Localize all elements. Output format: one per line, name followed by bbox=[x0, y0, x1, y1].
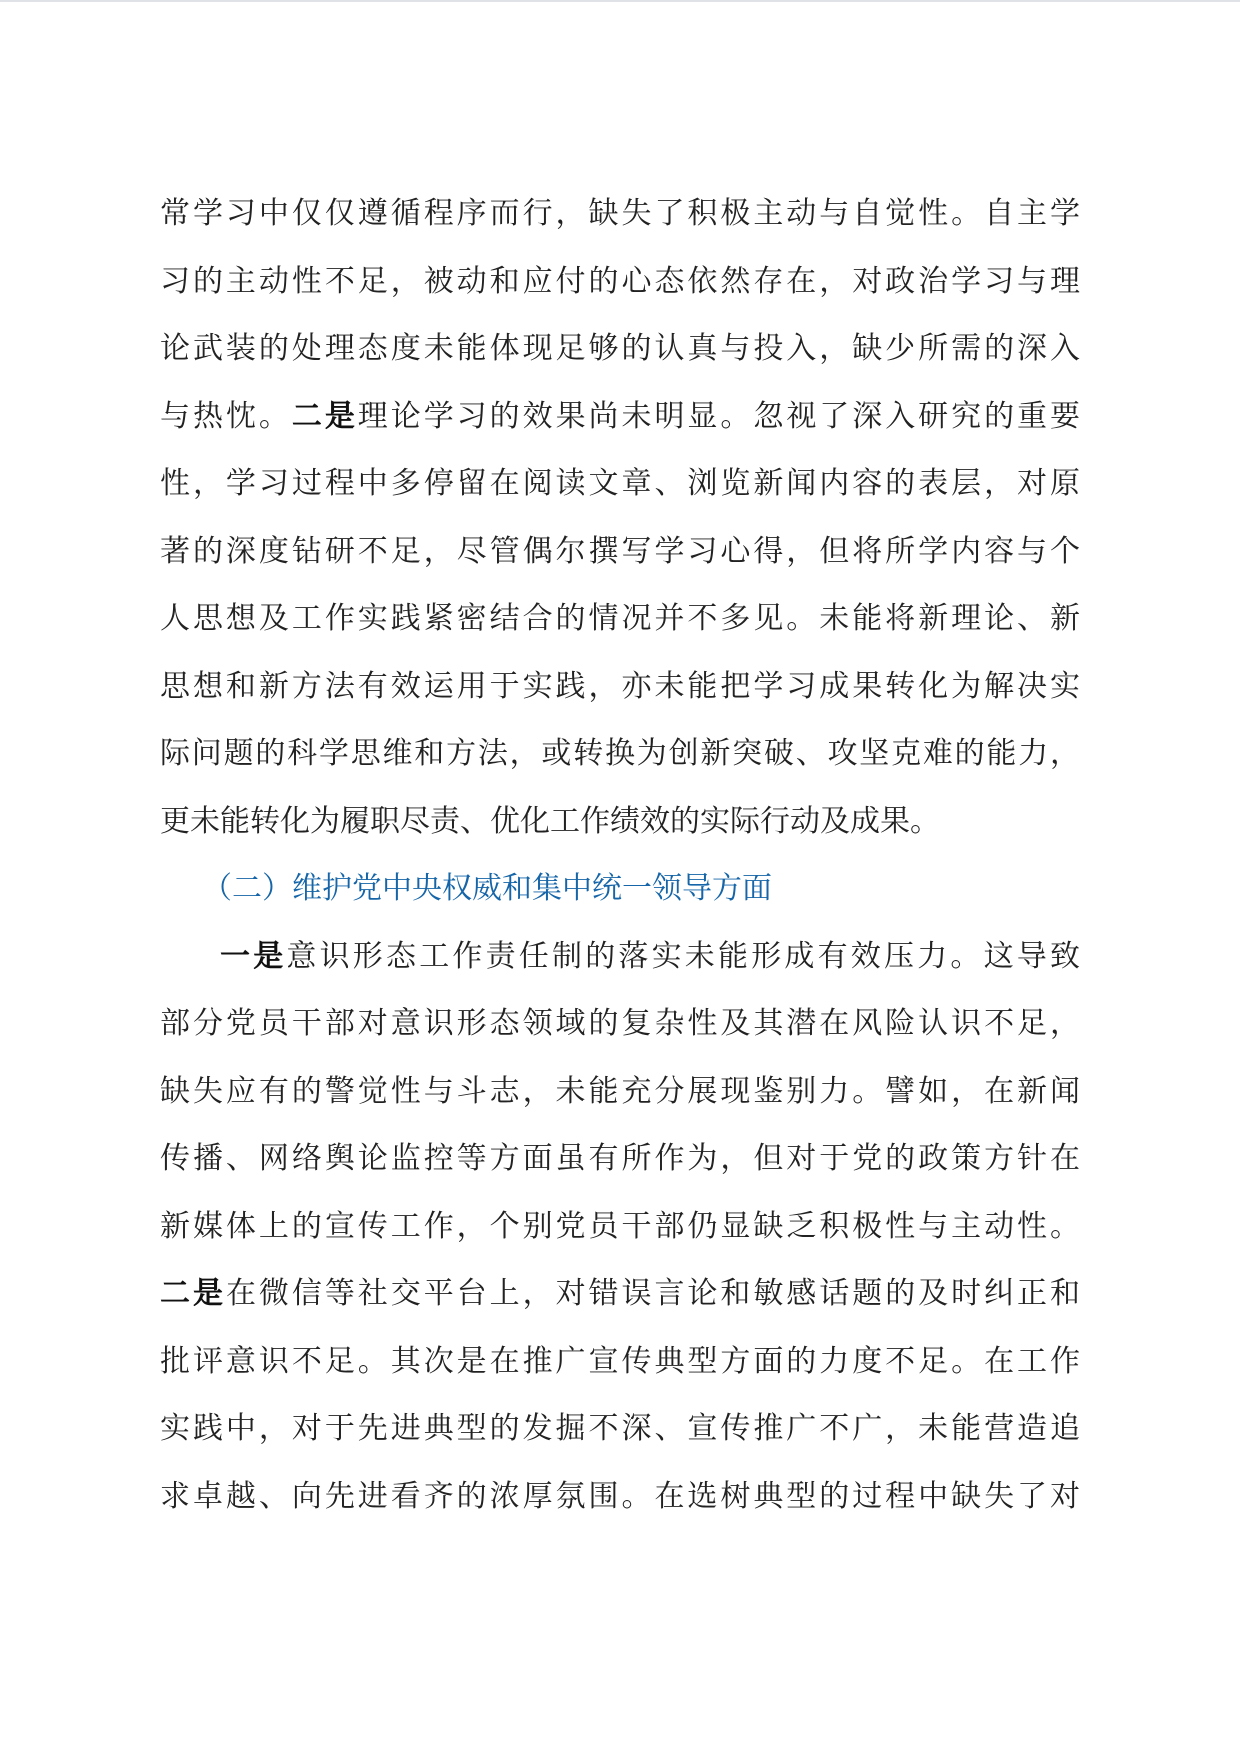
text-line: 性，学习过程中多停留在阅读文章、浏览新闻内容的表层，对原 bbox=[160, 466, 1080, 501]
point-marker-2: 二是 bbox=[160, 1276, 226, 1311]
text-line: 求卓越、向先进看齐的浓厚氛围。在选树典型的过程中缺失了对 bbox=[160, 1478, 1080, 1514]
text-line: 常学习中仅仅遵循程序而行，缺失了积极主动与自觉性。自主学 bbox=[160, 196, 1080, 231]
text-fragment: 意识形态工作责任制的落实未能形成有效压力。这导致 bbox=[286, 938, 1081, 974]
paragraph-social-platforms bbox=[160, 1260, 1080, 1530]
text-line: 人思想及工作实践紧密结合的情况并不多见。未能将新理论、新 bbox=[160, 601, 1080, 636]
paragraph-ideology-responsibility bbox=[160, 923, 1080, 1261]
text-line: 传播、网络舆论监控等方面虽有所作为，但对于党的政策方针在 bbox=[160, 1141, 1080, 1176]
point-marker-1: 一是 bbox=[220, 938, 287, 974]
text-line: 缺失应有的警觉性与斗志，未能充分展现鉴别力。譬如，在新闻 bbox=[160, 1073, 1080, 1109]
text-line: 著的深度钻研不足，尽管偶尔撰写学习心得，但将所学内容与个 bbox=[160, 533, 1080, 569]
section-heading: （二）维护党中央权威和集中统一领导方面 bbox=[202, 871, 772, 906]
text-fragment: 与热忱。 bbox=[160, 398, 292, 434]
text-line: 实践中，对于先进典型的发掘不深、宣传推广不广，未能营造追 bbox=[160, 1411, 1080, 1446]
text-line: 更未能转化为履职尽责、优化工作绩效的实际行动及成果。 bbox=[160, 803, 940, 839]
text-line: 批评意识不足。其次是在推广宣传典型方面的力度不足。在工作 bbox=[160, 1343, 1080, 1379]
text-line: 际问题的科学思维和方法，或转换为创新突破、攻坚克难的能力， bbox=[160, 736, 1080, 771]
document-body bbox=[160, 180, 1080, 1530]
text-line: 新媒体上的宣传工作，个别党员干部仍显缺乏积极性与主动性。 bbox=[160, 1208, 1080, 1244]
text-line: 思想和新方法有效运用于实践，亦未能把学习成果转化为解决实 bbox=[160, 668, 1080, 704]
text-line: 部分党员干部对意识形态领域的复杂性及其潜在风险认识不足， bbox=[160, 1006, 1080, 1041]
paragraph-theory-study bbox=[160, 180, 1080, 855]
text-line: 论武装的处理态度未能体现足够的认真与投入，缺少所需的深入 bbox=[160, 331, 1080, 366]
page-top-border bbox=[0, 0, 1240, 2]
text-line-mixed bbox=[160, 1260, 1080, 1328]
text-fragment: 理论学习的效果尚未明显。忽视了深入研究的重要 bbox=[357, 398, 1081, 434]
point-marker-2: 二是 bbox=[291, 398, 358, 434]
text-line-mixed bbox=[160, 923, 1080, 991]
text-line: 习的主动性不足，被动和应付的心态依然存在，对政治学习与理 bbox=[160, 263, 1080, 299]
text-line-mixed bbox=[160, 383, 1080, 451]
text-fragment: 在微信等社交平台上，对错误言论和敏感话题的及时纠正和 bbox=[225, 1276, 1081, 1311]
